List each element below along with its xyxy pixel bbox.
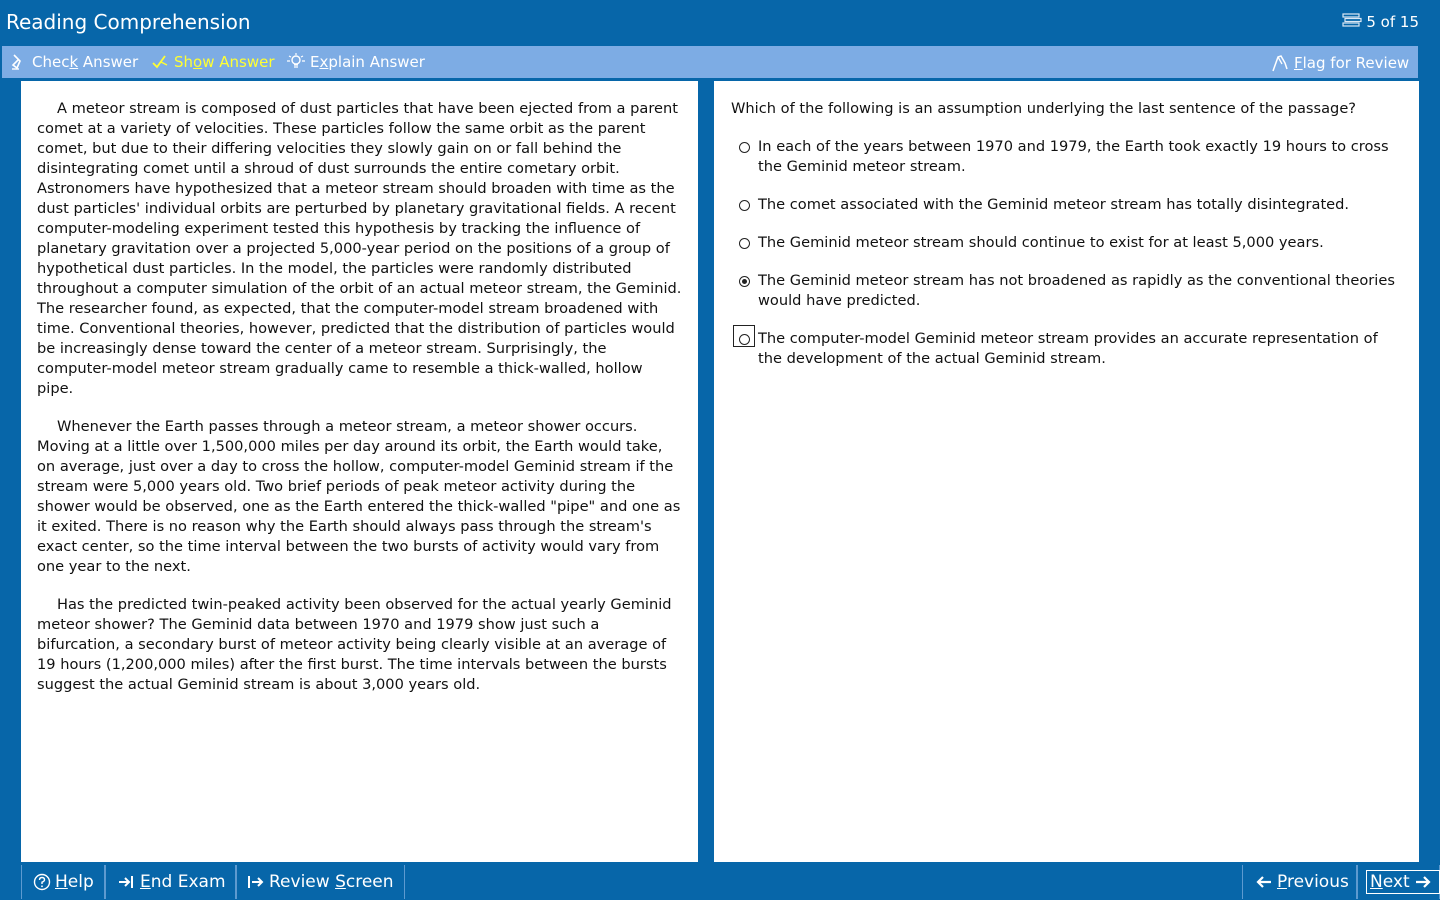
flag-for-review-button[interactable]: Flag for Review — [1270, 53, 1409, 73]
radio-button[interactable] — [739, 200, 750, 211]
review-screen-button[interactable]: Review Screen — [236, 865, 405, 899]
choice-label: The Geminid meteor stream should continue to exist for at least 5,000 years. — [758, 234, 1324, 251]
choice-label: The computer-model Geminid meteor stream provides an accurate representation of the development of the actual Geminid stream. — [758, 330, 1378, 367]
check-pen-icon — [10, 53, 28, 71]
exit-arrow-icon — [118, 874, 136, 890]
passage-text — [37, 99, 682, 713]
title-bar — [0, 0, 1440, 45]
answer-choice-d[interactable] — [731, 271, 1401, 311]
answer-choice-e[interactable] — [731, 329, 1401, 369]
question-pane — [714, 81, 1419, 862]
help-button[interactable]: Help — [21, 865, 105, 899]
next-button[interactable] — [1357, 865, 1440, 899]
bottom-nav-bar — [0, 864, 1440, 900]
question-stem: Which of the following is an assumption underlying the last sentence of the passage? — [731, 100, 1357, 117]
end-exam-button[interactable]: End Exam — [105, 865, 236, 899]
review-arrow-icon — [247, 874, 265, 890]
passage-paragraph: Whenever the Earth passes through a meteor stream, a meteor shower occurs. Moving at a little over 1,500,000 miles per day around its orbit, the Earth would take, on average, just over a day to cross the hollow, computer-model Geminid stream if the stream were 5,000 years old. Two brief periods of peak meteor activity during the shower would be observed, one as the Earth entered the thick-walled "pipe" and one as it exited. There is no reason why the Earth should always pass through the stream's exact center, so the time interval between the two bursts of activity would vary from one year to the next. — [37, 418, 681, 575]
check-answer-button[interactable]: Check Answer — [10, 53, 138, 71]
passage-paragraph: Has the predicted twin-peaked activity been observed for the actual yearly Geminid meteor shower? The Geminid data between 1970 and 1979 show just such a bifurcation, a secondary burst of meteor activity being clearly visible at an average of 19 hours (1,200,000 miles) after the first burst. The time intervals between the bursts suggest the actual Geminid stream is about 3,000 years old. — [37, 596, 672, 693]
lightbulb-icon — [286, 53, 306, 71]
answer-choice-b[interactable] — [731, 195, 1401, 215]
choice-label: The comet associated with the Geminid meteor stream has totally disintegrated. — [758, 196, 1350, 213]
counter-text: 5 of 15 — [1366, 13, 1419, 31]
answer-choice-a[interactable] — [731, 137, 1401, 177]
question-circle-icon — [33, 873, 51, 891]
passage-pane[interactable] — [21, 81, 698, 862]
choice-label: The Geminid meteor stream has not broadened as rapidly as the conventional theories would have predicted. — [758, 272, 1395, 309]
radio-button[interactable] — [739, 334, 750, 345]
show-answer-button[interactable]: Show Answer — [150, 53, 275, 71]
passage-paragraph: A meteor stream is composed of dust particles that have been ejected from a parent comet at a variety of velocities. These particles follow the same orbit as the parent comet, but due to their differing velocities they slowly gain on or fall behind the disintegrating comet until a shroud of dust surrounds the entire cometary orbit. Astronomers have hypothesized that a meteor stream should broaden with time as the dust particles' individual orbits are perturbed by planetary gravitational fields. A recent computer-modeling experiment tested this hypothesis by tracking the influence of planetary gravitation over a projected 5,000-year period on the positions of a group of hypothetical dust particles. In the model, the particles were randomly distributed throughout a computer simulation of the orbit of an actual meteor stream, the Geminid. The researcher found, as expected, that the computer-model stream broadened with time. Conventional theories, however, predicted that the distribution of particles would be increasingly dense toward the center of a meteor stream. Surprisingly, the computer-model meteor stream gradually came to resemble a thick-walled, hollow pipe. — [37, 100, 682, 397]
flag-hand-icon — [1270, 53, 1290, 73]
question-counter — [1342, 13, 1419, 31]
right-arrow-icon — [1414, 874, 1432, 890]
explain-answer-button[interactable]: Explain Answer — [286, 53, 425, 71]
page-title: Reading Comprehension — [6, 10, 251, 34]
show-pen-icon — [150, 53, 170, 71]
choice-label: In each of the years between 1970 and 1979, the Earth took exactly 19 hours to cross the Geminid meteor stream. — [758, 138, 1389, 175]
answer-choice-c[interactable] — [731, 233, 1401, 253]
question — [731, 99, 1401, 387]
radio-button-selected[interactable] — [739, 276, 750, 287]
stack-icon — [1342, 13, 1362, 31]
left-arrow-icon — [1255, 874, 1273, 890]
next-button-focus: Next — [1366, 870, 1440, 894]
radio-button[interactable] — [739, 142, 750, 153]
previous-button[interactable]: Previous — [1242, 865, 1357, 899]
toolbar — [2, 46, 1418, 78]
radio-button[interactable] — [739, 238, 750, 249]
